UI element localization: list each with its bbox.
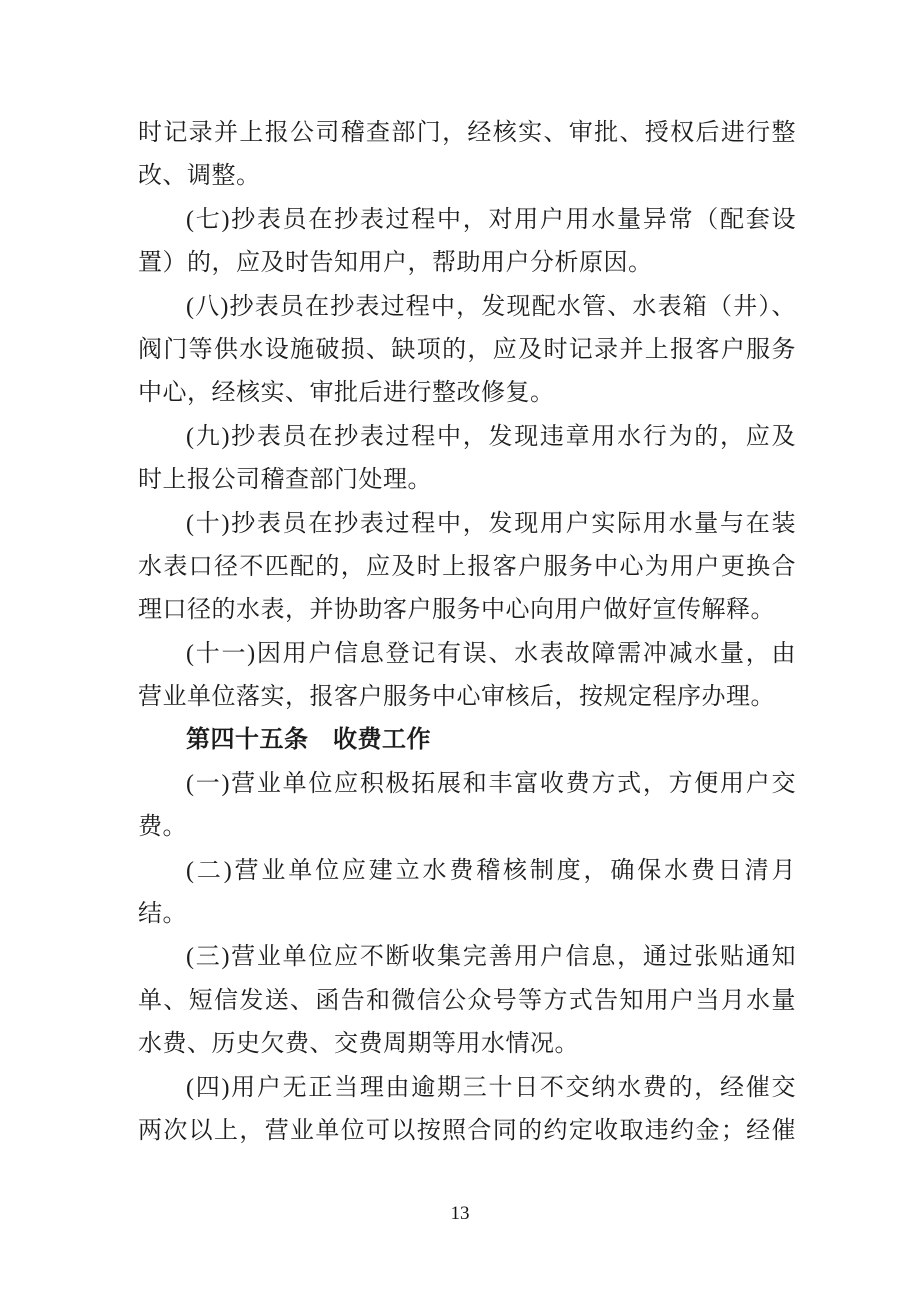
paragraph: [138, 286, 796, 416]
text-line: 改、调整。: [138, 163, 261, 190]
paragraph: [138, 763, 796, 850]
text-line: 单、短信发送、函告和微信公众号等方式告知用户当月水量: [138, 987, 796, 1014]
page-number: 13: [450, 1203, 470, 1224]
text-line: 营业单位落实，报客户服务中心审核后，按规定程序办理。: [138, 684, 775, 711]
paragraph: [138, 112, 796, 199]
paragraph: [138, 936, 796, 1066]
text-line: 置）的，应及时告知用户，帮助用户分析原因。: [138, 250, 653, 277]
text-line: 中心，经核实、审批后进行整改修复。: [138, 380, 555, 407]
text-line: (二)营业单位应建立水费稽核制度，确保水费日清月: [186, 857, 796, 884]
paragraph: [138, 633, 796, 720]
text-line: 结。: [138, 901, 187, 928]
paragraph: [138, 503, 796, 633]
text-line: 阀门等供水设施破损、缺项的，应及时记录并上报客户服务: [138, 336, 796, 363]
text-line: (十)抄表员在抄表过程中，发现用户实际用水量与在装: [186, 510, 796, 537]
document-text-block: [138, 112, 796, 1153]
paragraph: [138, 719, 796, 762]
text-line: (九)抄表员在抄表过程中，发现违章用水行为的，应及: [186, 423, 796, 450]
text-line: (十一)因用户信息登记有误、水表故障需冲减水量，由: [186, 640, 796, 667]
text-line: (三)营业单位应不断收集完善用户信息，通过张贴通知: [186, 944, 796, 971]
text-line: (四)用户无正当理由逾期三十日不交纳水费的，经催交: [186, 1074, 796, 1101]
section-heading: 第四十五条 收费工作: [186, 727, 431, 754]
paragraph: [138, 1067, 796, 1154]
text-line: 水表口径不匹配的，应及时上报客户服务中心为用户更换合: [138, 553, 796, 580]
text-line: 两次以上，营业单位可以按照合同的约定收取违约金；经催: [138, 1117, 796, 1144]
paragraph: [138, 850, 796, 937]
text-line: (一)营业单位应积极拓展和丰富收费方式，方便用户交: [186, 770, 796, 797]
text-line: 时记录并上报公司稽查部门，经核实、审批、授权后进行整: [138, 120, 796, 146]
text-line: 理口径的水表，并协助客户服务中心向用户做好宣传解释。: [138, 597, 775, 624]
text-line: 水费、历史欠费、交费周期等用水情况。: [138, 1031, 579, 1058]
paragraph: [138, 199, 796, 286]
text-line: (八)抄表员在抄表过程中，发现配水管、水表箱（井）、: [186, 293, 796, 320]
text-line: 费。: [138, 814, 187, 841]
paragraph: [138, 416, 796, 503]
text-line: (七)抄表员在抄表过程中，对用户用水量异常（配套设: [186, 206, 796, 233]
text-line: 时上报公司稽查部门处理。: [138, 467, 432, 494]
